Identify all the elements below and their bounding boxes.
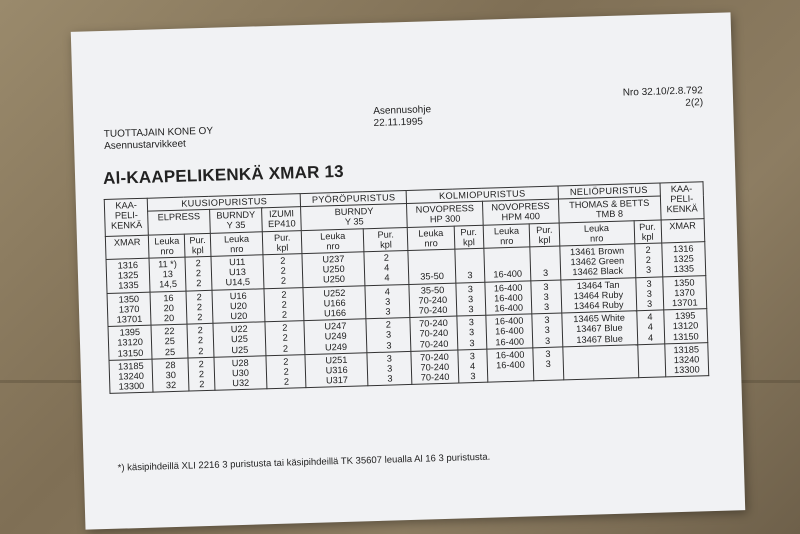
tool-novopress-hpm400: NOVOPRESS HPM 400 — [482, 199, 558, 225]
xmar-right-cell: 1350 1370 13701 — [662, 275, 706, 310]
elpress-leuka: 11 *) 13 14,5 — [149, 257, 186, 292]
burndy-leuka: U16 U20 U20 — [212, 288, 265, 323]
company-division: Asennustarvikkeet — [104, 138, 187, 152]
elpress-pur: 2 2 2 — [186, 290, 213, 324]
group-pyoro: PYÖRÖPURISTUS — [300, 191, 406, 207]
group-kolmio: KOLMIOPURISTUS — [406, 186, 558, 204]
hp300-pur: 3 3 3 — [455, 282, 485, 316]
elpress-pur: 2 2 2 — [188, 357, 215, 391]
xmar-right-cell: 1316 1325 1335 — [661, 242, 705, 277]
tb-leuka: 13461 Brown 13462 Green 13462 Black — [559, 244, 635, 280]
company-name: TUOTTAJAIN KONE OY — [103, 125, 214, 140]
tool-novopress-hp300: NOVOPRESS HP 300 — [407, 201, 483, 227]
hp300-leuka: 35-50 70-240 70-240 — [409, 283, 456, 318]
reference-block — [623, 85, 704, 111]
xmar-cell: 13185 13240 13300 — [109, 359, 153, 394]
document-sheet — [71, 12, 745, 529]
tool-thomas-betts: THOMAS & BETTS TMB 8 — [558, 196, 661, 222]
sub-xmar: XMAR — [105, 235, 149, 260]
hpm400-pur: 3 3 — [533, 347, 563, 381]
doc-ref: Nro 32.10/2.8.792 — [622, 85, 703, 99]
pyoro-leuka: U247 U249 U249 — [304, 319, 367, 354]
sub-leuka: Leuka nro — [559, 220, 635, 246]
pyoro-pur: 4 3 3 — [365, 284, 410, 319]
tb-pur: 3 3 3 — [635, 277, 663, 311]
doc-type-block — [373, 104, 432, 130]
tb-pur: 2 2 3 — [634, 243, 662, 277]
sub-leuka: Leuka nro — [210, 231, 263, 256]
sub-leuka: Leuka nro — [149, 234, 186, 258]
sub-pur: Pur. kpl — [263, 230, 303, 255]
hpm400-pur: 3 3 3 — [531, 280, 561, 314]
tool-burndy: BURNDY Y 35 — [209, 208, 262, 233]
sub-pur: Pur. kpl — [634, 220, 662, 244]
hpm400-leuka: 16-400 — [484, 247, 531, 282]
elpress-leuka: 16 20 20 — [150, 291, 187, 326]
sub-leuka: Leuka nro — [302, 228, 365, 253]
sub-pur: Pur. kpl — [185, 233, 211, 257]
tb-leuka — [562, 345, 638, 381]
xmar-right-cell: 1395 13120 13150 — [663, 309, 707, 344]
hpm400-leuka: 16-400 16-400 16-400 — [486, 314, 533, 349]
pyoro-pur: 2 4 4 — [364, 251, 409, 286]
burndy-pur: 2 2 2 — [264, 287, 304, 322]
burndy-leuka: U11 U13 U14,5 — [211, 255, 264, 290]
pyoro-leuka: U252 U166 U166 — [303, 285, 366, 320]
pyoro-pur: 2 3 3 — [366, 318, 411, 353]
sub-leuka: Leuka nro — [407, 226, 454, 251]
footnote: *) käsipihdeillä XLI 2216 3 puristusta tai käsipihdeillä TK 35607 leualla Al 16 3 puristusta. — [117, 451, 491, 474]
burndy-leuka: U28 U30 U32 — [214, 356, 267, 391]
hp300-pur: 3 — [454, 248, 484, 282]
sub-pur: Pur. kpl — [529, 223, 559, 247]
xmar-cell: 1395 13120 13150 — [108, 325, 152, 360]
xmar-cell: 1350 1370 13701 — [107, 292, 151, 327]
sub-pur: Pur. kpl — [454, 225, 484, 249]
burndy-leuka: U22 U25 U25 — [213, 322, 266, 357]
crimping-table — [104, 181, 710, 394]
doc-date: 22.11.1995 — [373, 116, 424, 129]
group-nelio: NELIÖPURISTUS — [558, 183, 660, 199]
tool-burndy-2: BURNDY Y 35 — [301, 204, 408, 231]
burndy-pur: 2 2 2 — [265, 321, 305, 356]
sub-xmar-right: XMAR — [661, 218, 705, 243]
elpress-leuka: 28 30 32 — [152, 358, 189, 393]
doc-type: Asennusohje — [373, 104, 432, 117]
sub-leuka: Leuka nro — [483, 223, 530, 248]
burndy-pur: 2 2 2 — [263, 254, 303, 289]
hp300-leuka: 35-50 — [408, 249, 455, 284]
hpm400-leuka: 16-400 16-400 — [487, 348, 534, 383]
xmar-cell: 1316 1325 1335 — [106, 258, 150, 293]
sub-pur: Pur. kpl — [363, 227, 408, 252]
elpress-leuka: 22 25 25 — [151, 324, 188, 359]
tool-elpress: ELPRESS — [148, 210, 210, 235]
tb-pur: 4 4 4 — [636, 310, 664, 344]
pyoro-pur: 3 3 3 — [367, 351, 412, 386]
hp300-leuka: 70-240 70-240 70-240 — [410, 316, 457, 351]
hp300-leuka: 70-240 70-240 70-240 — [411, 350, 458, 385]
document-title: Al-KAAPELIKENKÄ XMAR 13 — [102, 161, 345, 188]
col-kaapelikenka: KAA- PELI- KENKÄ — [104, 198, 148, 236]
elpress-pur: 2 2 2 — [187, 324, 214, 358]
hp300-pur: 3 4 3 — [457, 349, 487, 383]
burndy-pur: 2 2 2 — [266, 354, 306, 389]
pyoro-leuka: U251 U316 U317 — [305, 353, 368, 388]
group-kuusio: KUUSIOPURISTUS — [148, 194, 301, 212]
tb-leuka: 13464 Tan 13464 Ruby 13464 Ruby — [560, 277, 636, 313]
col-kaapelikenka-right: KAA- PELI- KENKÄ — [660, 182, 704, 220]
tb-leuka: 13465 White 13467 Blue 13467 Blue — [561, 311, 637, 347]
tb-pur — [637, 344, 665, 378]
company-block — [104, 126, 214, 153]
tool-izumi: IZUMI EP410 — [262, 207, 302, 232]
page-number: 2(2) — [685, 97, 704, 109]
pyoro-leuka: U237 U250 U250 — [302, 252, 365, 287]
hpm400-leuka: 16-400 16-400 16-400 — [485, 280, 532, 315]
elpress-pur: 2 2 2 — [185, 256, 212, 290]
xmar-right-cell: 13185 13240 13300 — [664, 342, 708, 377]
hpm400-pur: 3 — [530, 246, 560, 280]
hpm400-pur: 3 3 3 — [532, 313, 562, 347]
hp300-pur: 3 3 3 — [456, 315, 486, 349]
